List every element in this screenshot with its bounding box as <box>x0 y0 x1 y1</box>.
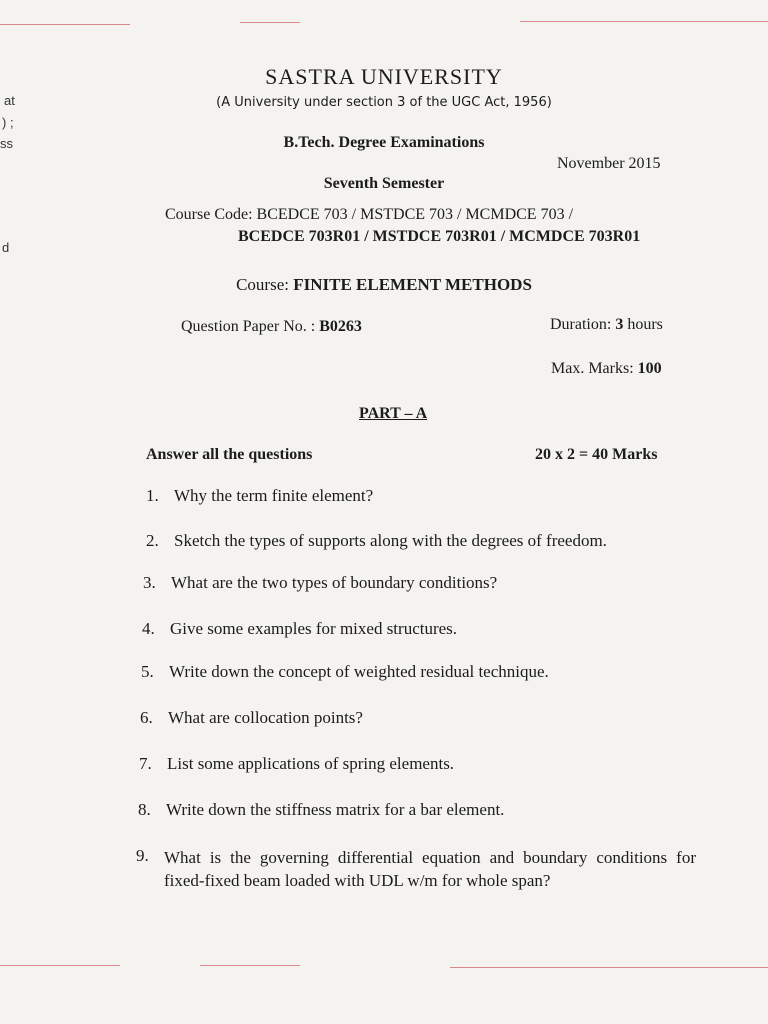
bottom-red-line <box>450 967 768 968</box>
qp-value: B0263 <box>319 318 362 335</box>
question-text: What are the two types of boundary conditions? <box>171 573 498 592</box>
question-text: What are collocation points? <box>168 708 363 727</box>
question-number: 3. <box>143 573 156 592</box>
question-text: What is the governing differential equation and boundary conditions for fixed-fixed beam loaded with UDL w/m for whole span? <box>164 848 696 890</box>
course-label: Course: <box>236 275 294 294</box>
question-text: List some applications of spring elements. <box>167 754 455 773</box>
question-paper-number <box>181 318 362 336</box>
exam-title: B.Tech. Degree Examinations <box>283 134 485 151</box>
duration-label: Duration: <box>550 316 616 333</box>
question-number: 2. <box>146 531 159 550</box>
bottom-red-line <box>200 965 300 966</box>
question-number: 5. <box>141 662 154 681</box>
course-name <box>0 275 768 295</box>
margin-fragment: d <box>2 240 10 255</box>
top-red-line <box>0 24 130 25</box>
course-code-line-2: BCEDCE 703R01 / MSTDCE 703R01 / MCMDCE 703R01 <box>238 228 641 245</box>
question-text: Why the term finite element? <box>174 486 374 505</box>
course-value: FINITE ELEMENT METHODS <box>293 275 532 294</box>
question-text: Write down the stiffness matrix for a bar element. <box>166 800 505 819</box>
question-number: 1. <box>146 486 159 505</box>
university-subtitle: (A University under section 3 of the UGC Act, 1956) <box>216 95 552 110</box>
marks-value: 100 <box>637 360 662 377</box>
question-number: 8. <box>138 800 151 819</box>
instruction: Answer all the questions <box>146 446 313 463</box>
margin-fragment: ss <box>0 136 13 151</box>
part-marks: 20 x 2 = 40 Marks <box>535 446 658 463</box>
max-marks <box>551 360 662 378</box>
question-text: Give some examples for mixed structures. <box>170 619 458 638</box>
question-number: 6. <box>140 708 153 727</box>
course-code-line-1: Course Code: BCEDCE 703 / MSTDCE 703 / MCMDCE 703 / <box>165 206 574 223</box>
university-title: SASTRA UNIVERSITY <box>265 64 503 89</box>
question-number: 9. <box>136 846 149 865</box>
question-number: 4. <box>142 619 155 638</box>
duration <box>550 316 663 334</box>
marks-label: Max. Marks: <box>551 360 638 377</box>
semester: Seventh Semester <box>323 175 445 192</box>
qp-label: Question Paper No. : <box>181 318 320 335</box>
duration-unit: hours <box>623 316 663 333</box>
margin-fragment: ) ; <box>2 115 14 130</box>
top-red-line <box>520 21 768 22</box>
top-red-line <box>240 22 300 23</box>
question-text: Write down the concept of weighted residual technique. <box>169 662 549 681</box>
question-number: 7. <box>139 754 152 773</box>
bottom-red-line <box>0 965 120 966</box>
part-title: PART – A <box>359 405 428 422</box>
duration-value: 3 <box>615 316 624 333</box>
margin-fragment: at <box>4 93 15 108</box>
exam-date: November 2015 <box>557 155 661 172</box>
question-text: Sketch the types of supports along with the degrees of freedom. <box>174 531 607 550</box>
